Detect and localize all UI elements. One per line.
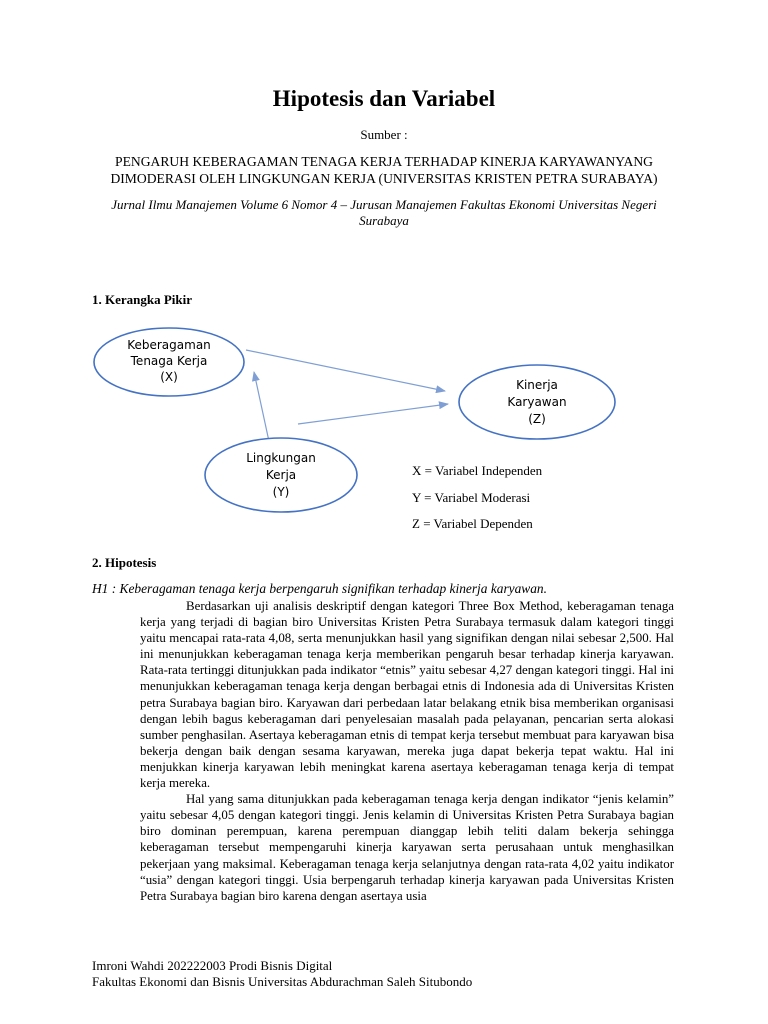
variable-legend (412, 458, 542, 538)
framework-diagram (0, 320, 768, 550)
arrow-y-to-xz (254, 372, 270, 446)
legend-item-x: X = Variabel Independen (412, 463, 543, 478)
section-heading-kerangka: 1. Kerangka Pikir (92, 292, 193, 307)
node-y-line-1: Lingkungan (246, 451, 316, 465)
hypothesis-h1: H1 : Keberagaman tenaga kerja berpengaruh signifikan terhadap kinerja karyawan. (92, 581, 547, 596)
node-z (459, 365, 615, 439)
node-x-line-3: (X) (160, 370, 178, 384)
footer-institution: Fakultas Ekonomi dan Bisnis Universitas Abdurachman Saleh Situbondo (92, 974, 473, 989)
section-heading-hipotesis: 2. Hipotesis (92, 555, 157, 570)
arrow-x-to-z (246, 350, 445, 391)
node-x-line-2: Tenaga Kerja (130, 354, 208, 368)
paragraph: Hal yang sama ditunjukkan pada keberagaman tenaga kerja dengan indikator “jenis kelamin” yaitu sebesar 4,05 dengan kategori tinggi. Jenis kelamin di Universitas Kristen Petra Surabaya bagian biro dominan perempuan, karena perempuan dianggap lebih teliti dalam bekerja sehingga keberagaman tersebut mempengaruhi kinerja karyawan serta perusahaan untuk menghasilkan pekerjaan yang maksimal. Keberagaman tenaga kerja selanjutnya dengan rata-rata 4,02 yaitu indikator “usia” dengan kategori tinggi. Usia berpengaruh terhadap kinerja karyawan pada Universitas Kristen Petra Surabaya bagian biro karena dengan asertaya usia (140, 792, 674, 903)
body-text (140, 598, 674, 904)
node-x (94, 328, 244, 396)
arrow-y-to-z (298, 404, 448, 424)
footer-author: Imroni Wahdi 202222003 Prodi Bisnis Digital (92, 958, 333, 973)
node-z-line-2: Karyawan (507, 395, 567, 409)
source-label: Sumber : (360, 127, 408, 142)
journal-citation: Jurnal Ilmu Manajemen Volume 6 Nomor 4 – Jurusan Manajemen Fakultas Ekonomi Universitas Negeri Surabaya (111, 197, 657, 228)
node-y (205, 438, 357, 512)
node-z-line-1: Kinerja (516, 378, 558, 392)
node-y-line-3: (Y) (272, 485, 290, 499)
legend-item-y: Y = Variabel Moderasi (412, 489, 531, 505)
page-footer (92, 958, 472, 990)
article-title: PENGARUH KEBERAGAMAN TENAGA KERJA TERHADAP KINERJA KARYAWANYANG DIMODERASI OLEH LINGKUNGAN KERJA (UNIVERSITAS KRISTEN PETRA SURABAYA) (110, 154, 658, 186)
node-x-line-1: Keberagaman (127, 338, 211, 352)
legend-item-z: Z = Variabel Dependen (412, 516, 533, 531)
page-title: Hipotesis dan Variabel (272, 86, 496, 111)
node-y-line-2: Kerja (265, 468, 297, 482)
paragraph: Berdasarkan uji analisis deskriptif dengan kategori Three Box Method, keberagaman tenaga kerja yang terjadi di bagian biro Universitas Kristen Petra Surabaya termasuk dalam kategori tinggi yaitu mencapai rata-rata 4,08, serta menunjukkan hasil yang signifikan dengan nilai sebesar 2,500. Hal ini menunjukkan keberagaman tenaga kerja memberikan pengaruh besar terhadap kinerja karyawan. Rata-rata tertinggi ditunjukkan pada indikator “etnis” yaitu sebesar 4,27 dengan kategori tinggi. Hal ini menunjukkan keberagaman tenaga kerja dengan berbagai etnis di Indonesia ada di Universitas Kristen petra Surabaya bagian biro. Karyawan dari perbedaan latar belakang etnik bisa memberikan organisasi dengan lebih bagus keberagaman dari penyelesaian masalah pada pelayanan, pencarian serta alokasi sumber penghasilan. Asertaya keberagaman etnis di tempat kerja tersebut membuat para karyawan bisa bekerja dengan baik dengan sesama karyawan, mereka juga dapat bekerja tepat waktu. Hal ini menjukkan kinerja karyawan lebih meningkat karena asertaya keberagaman tenaga kerja di tempat kerja mereka. (140, 599, 674, 791)
node-z-line-3: (Z) (528, 412, 546, 426)
